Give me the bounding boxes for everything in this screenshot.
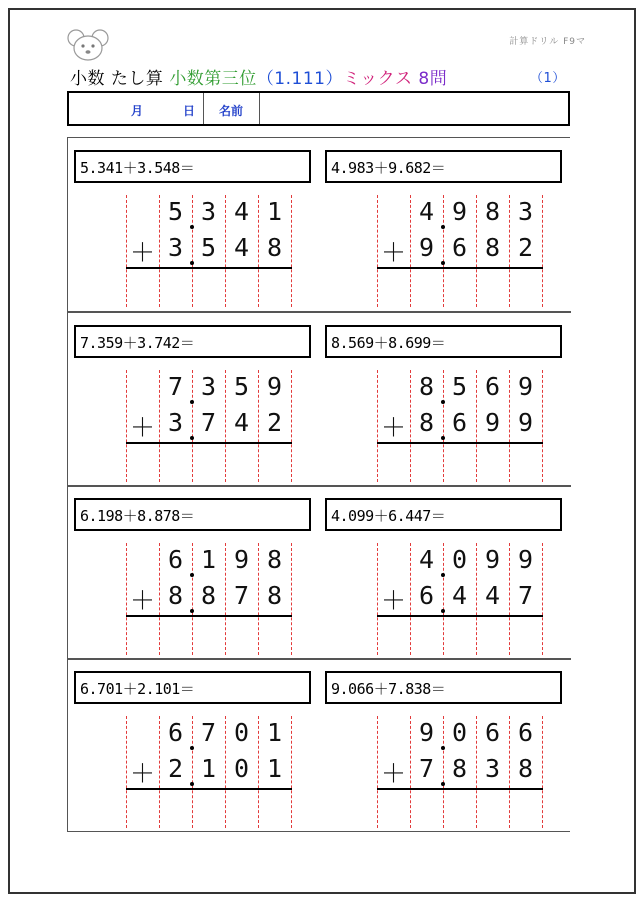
- decimal-point: [441, 782, 445, 786]
- addend-digit: 5: [451, 372, 468, 401]
- decimal-point: [441, 573, 445, 577]
- addend-digit: 7: [200, 408, 217, 437]
- addend-digit: 5: [200, 233, 217, 262]
- addend-digit: 8: [484, 233, 501, 262]
- addend-digit: 7: [418, 754, 435, 783]
- plus-sign: ＋: [129, 413, 155, 442]
- addend-digit: 3: [200, 372, 217, 401]
- addend-digit: 9: [484, 545, 501, 574]
- addend-digit: 9: [517, 545, 534, 574]
- addend-digit: 8: [418, 372, 435, 401]
- decimal-point: [190, 609, 194, 613]
- addend-digit: 2: [266, 408, 283, 437]
- decimal-point: [190, 400, 194, 404]
- addend-digit: 6: [167, 545, 184, 574]
- plus-sign: ＋: [129, 586, 155, 615]
- addend-digit: 6: [418, 581, 435, 610]
- addend-digit: 8: [517, 754, 534, 783]
- addend-digit: 6: [451, 408, 468, 437]
- plus-sign: ＋: [380, 238, 406, 267]
- mouse-logo-icon: [67, 28, 109, 64]
- addend-digit: 6: [167, 718, 184, 747]
- addend-digit: 9: [517, 372, 534, 401]
- divider: [203, 93, 204, 124]
- decimal-point: [190, 573, 194, 577]
- column-addition: [126, 370, 326, 490]
- name-label: 名前: [219, 104, 244, 118]
- problem-expression: 8.569＋8.699＝: [325, 325, 562, 358]
- column-guide-line: [542, 543, 543, 655]
- column-addition: [377, 716, 577, 836]
- title-count: 8問: [412, 69, 448, 89]
- addend-digit: 3: [167, 233, 184, 262]
- column-addition: [126, 195, 326, 315]
- day-label: 日: [183, 104, 196, 118]
- addend-digit: 4: [233, 197, 250, 226]
- problem-expression: 6.198＋8.878＝: [74, 498, 311, 531]
- plus-sign: ＋: [129, 238, 155, 267]
- decimal-point: [190, 261, 194, 265]
- addend-digit: 8: [451, 754, 468, 783]
- plus-sign: ＋: [380, 759, 406, 788]
- column-addition: [126, 543, 326, 663]
- addend-digit: 0: [451, 545, 468, 574]
- column-addition: [377, 195, 577, 315]
- addend-digit: 8: [484, 197, 501, 226]
- addend-digit: 3: [200, 197, 217, 226]
- plus-sign: ＋: [129, 759, 155, 788]
- addend-digit: 1: [266, 718, 283, 747]
- month-label: 月: [131, 104, 144, 118]
- decimal-point: [441, 609, 445, 613]
- decimal-point: [190, 746, 194, 750]
- problem-expression: 7.359＋3.742＝: [74, 325, 311, 358]
- addend-digit: 1: [200, 545, 217, 574]
- addend-digit: 6: [484, 372, 501, 401]
- title-mix: ミックス: [342, 69, 413, 89]
- decimal-point: [441, 225, 445, 229]
- addend-digit: 4: [418, 197, 435, 226]
- addend-digit: 3: [484, 754, 501, 783]
- column-addition: [126, 716, 326, 836]
- column-addition: [377, 370, 577, 490]
- problem-expression: 5.341＋3.548＝: [74, 150, 311, 183]
- addend-digit: 7: [233, 581, 250, 610]
- column-guide-line: [542, 370, 543, 482]
- addend-digit: 1: [200, 754, 217, 783]
- title-format: （1.111）: [256, 69, 343, 89]
- addend-digit: 4: [418, 545, 435, 574]
- column-guide-line: [542, 716, 543, 828]
- column-guide-line: [291, 195, 292, 307]
- sheet-number: （1）: [530, 71, 566, 86]
- addend-digit: 8: [167, 581, 184, 610]
- decimal-point: [441, 436, 445, 440]
- column-guide-line: [291, 543, 292, 655]
- plus-sign: ＋: [380, 586, 406, 615]
- addend-digit: 6: [484, 718, 501, 747]
- addend-digit: 4: [233, 233, 250, 262]
- addend-digit: 0: [233, 718, 250, 747]
- addend-digit: 9: [233, 545, 250, 574]
- addend-digit: 8: [266, 581, 283, 610]
- name-date-bar: [67, 91, 570, 126]
- column-guide-line: [291, 716, 292, 828]
- problem-expression: 4.099＋6.447＝: [325, 498, 562, 531]
- column-addition: [377, 543, 577, 663]
- column-guide-line: [542, 195, 543, 307]
- problem-expression: 4.983＋9.682＝: [325, 150, 562, 183]
- addend-digit: 8: [418, 408, 435, 437]
- decimal-point: [190, 782, 194, 786]
- divider: [259, 93, 260, 124]
- decimal-point: [441, 400, 445, 404]
- addend-digit: 1: [266, 754, 283, 783]
- addend-digit: 4: [451, 581, 468, 610]
- addend-digit: 3: [517, 197, 534, 226]
- addend-digit: 4: [233, 408, 250, 437]
- addend-digit: 9: [517, 408, 534, 437]
- addend-digit: 6: [451, 233, 468, 262]
- addend-digit: 6: [517, 718, 534, 747]
- addend-digit: 8: [200, 581, 217, 610]
- problem-expression: 9.066＋7.838＝: [325, 671, 562, 704]
- addend-digit: 9: [266, 372, 283, 401]
- addend-digit: 5: [167, 197, 184, 226]
- addend-digit: 4: [484, 581, 501, 610]
- addend-digit: 9: [418, 718, 435, 747]
- addend-digit: 2: [167, 754, 184, 783]
- worksheet-title: [70, 64, 566, 89]
- addend-digit: 3: [167, 408, 184, 437]
- addend-digit: 1: [266, 197, 283, 226]
- decimal-point: [190, 225, 194, 229]
- addend-digit: 0: [451, 718, 468, 747]
- decimal-point: [190, 436, 194, 440]
- addend-digit: 8: [266, 545, 283, 574]
- column-guide-line: [291, 370, 292, 482]
- addend-digit: 7: [200, 718, 217, 747]
- addend-digit: 7: [517, 581, 534, 610]
- addend-digit: 9: [451, 197, 468, 226]
- addend-digit: 0: [233, 754, 250, 783]
- brand-label: 計算ドリル F9マ: [509, 37, 586, 47]
- addend-digit: 2: [517, 233, 534, 262]
- problem-expression: 6.701＋2.101＝: [74, 671, 311, 704]
- plus-sign: ＋: [380, 413, 406, 442]
- addend-digit: 9: [418, 233, 435, 262]
- addend-digit: 5: [233, 372, 250, 401]
- title-level: 小数第三位: [169, 69, 257, 89]
- decimal-point: [441, 746, 445, 750]
- title-main: 小数 たし算: [70, 69, 170, 89]
- addend-digit: 7: [167, 372, 184, 401]
- addend-digit: 9: [484, 408, 501, 437]
- decimal-point: [441, 261, 445, 265]
- addend-digit: 8: [266, 233, 283, 262]
